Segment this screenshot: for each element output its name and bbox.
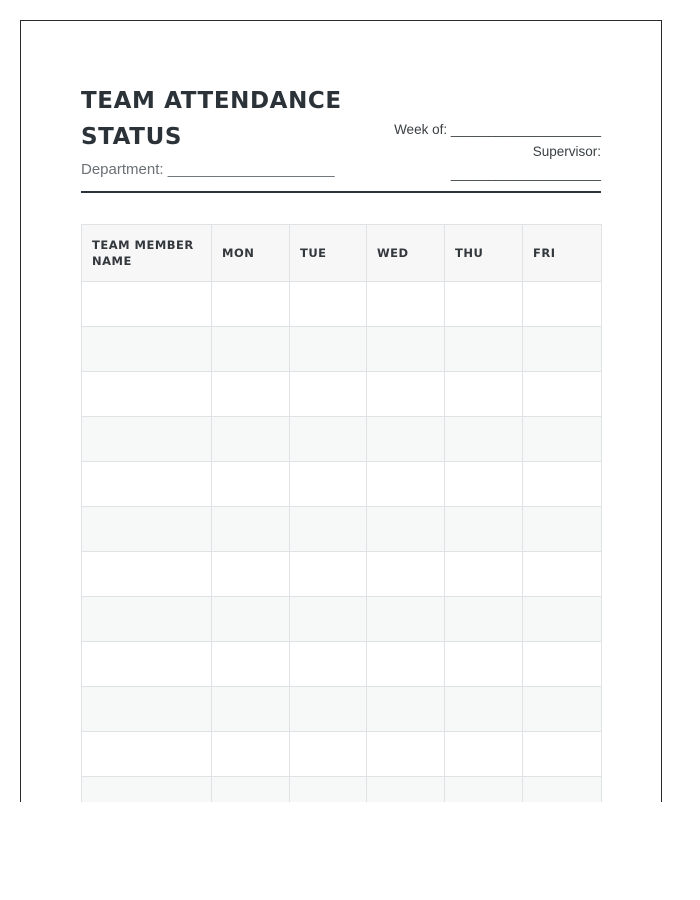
table-row bbox=[82, 597, 602, 642]
attendance-cell[interactable] bbox=[523, 642, 602, 687]
attendance-cell[interactable] bbox=[445, 777, 523, 803]
attendance-cell[interactable] bbox=[212, 507, 290, 552]
attendance-cell[interactable] bbox=[290, 597, 367, 642]
attendance-cell[interactable] bbox=[523, 777, 602, 803]
attendance-cell[interactable] bbox=[212, 327, 290, 372]
supervisor-label: Supervisor: bbox=[532, 144, 601, 159]
table-header-row bbox=[82, 225, 602, 282]
attendance-cell[interactable] bbox=[523, 327, 602, 372]
supervisor-line: ____________________ bbox=[450, 166, 601, 181]
column-header-wed: WED bbox=[367, 225, 445, 282]
attendance-cell[interactable] bbox=[212, 372, 290, 417]
table-row bbox=[82, 552, 602, 597]
table-row bbox=[82, 732, 602, 777]
attendance-cell[interactable] bbox=[367, 462, 445, 507]
attendance-cell[interactable] bbox=[212, 687, 290, 732]
week-of-field: Week of: ____________________ bbox=[394, 122, 601, 137]
member-name-cell[interactable] bbox=[82, 327, 212, 372]
attendance-cell[interactable] bbox=[523, 597, 602, 642]
attendance-cell[interactable] bbox=[367, 417, 445, 462]
column-header-fri: FRI bbox=[523, 225, 602, 282]
attendance-cell[interactable] bbox=[445, 462, 523, 507]
sheet-header bbox=[81, 83, 601, 193]
member-name-cell[interactable] bbox=[82, 732, 212, 777]
attendance-cell[interactable] bbox=[367, 597, 445, 642]
attendance-cell[interactable] bbox=[445, 372, 523, 417]
header-divider bbox=[81, 191, 601, 193]
member-name-cell[interactable] bbox=[82, 642, 212, 687]
attendance-cell[interactable] bbox=[212, 777, 290, 803]
attendance-cell[interactable] bbox=[290, 687, 367, 732]
attendance-cell[interactable] bbox=[445, 732, 523, 777]
attendance-cell[interactable] bbox=[212, 417, 290, 462]
table-row bbox=[82, 417, 602, 462]
attendance-cell[interactable] bbox=[290, 462, 367, 507]
member-name-cell[interactable] bbox=[82, 552, 212, 597]
attendance-cell[interactable] bbox=[523, 462, 602, 507]
member-name-cell[interactable] bbox=[82, 282, 212, 327]
attendance-cell[interactable] bbox=[367, 327, 445, 372]
attendance-cell[interactable] bbox=[523, 417, 602, 462]
attendance-cell[interactable] bbox=[367, 552, 445, 597]
attendance-cell[interactable] bbox=[212, 282, 290, 327]
attendance-cell[interactable] bbox=[523, 282, 602, 327]
table-row bbox=[82, 462, 602, 507]
attendance-cell[interactable] bbox=[290, 777, 367, 803]
attendance-cell[interactable] bbox=[523, 552, 602, 597]
attendance-cell[interactable] bbox=[212, 732, 290, 777]
table-row bbox=[82, 777, 602, 803]
column-header-mon: MON bbox=[212, 225, 290, 282]
attendance-cell[interactable] bbox=[367, 372, 445, 417]
member-name-cell[interactable] bbox=[82, 597, 212, 642]
attendance-table bbox=[81, 224, 602, 802]
attendance-cell[interactable] bbox=[445, 552, 523, 597]
attendance-cell[interactable] bbox=[367, 687, 445, 732]
attendance-cell[interactable] bbox=[290, 417, 367, 462]
column-header-team-member: TEAM MEMBER NAME bbox=[82, 225, 212, 282]
attendance-cell[interactable] bbox=[445, 327, 523, 372]
member-name-cell[interactable] bbox=[82, 462, 212, 507]
attendance-cell[interactable] bbox=[367, 777, 445, 803]
attendance-cell[interactable] bbox=[290, 507, 367, 552]
column-header-thu: THU bbox=[445, 225, 523, 282]
attendance-cell[interactable] bbox=[290, 372, 367, 417]
attendance-cell[interactable] bbox=[212, 597, 290, 642]
attendance-cell[interactable] bbox=[445, 642, 523, 687]
attendance-cell[interactable] bbox=[445, 507, 523, 552]
attendance-cell[interactable] bbox=[212, 642, 290, 687]
attendance-cell[interactable] bbox=[367, 732, 445, 777]
attendance-sheet bbox=[20, 20, 662, 802]
attendance-cell[interactable] bbox=[290, 327, 367, 372]
table-row bbox=[82, 687, 602, 732]
member-name-cell[interactable] bbox=[82, 507, 212, 552]
attendance-cell[interactable] bbox=[367, 507, 445, 552]
attendance-cell[interactable] bbox=[290, 282, 367, 327]
member-name-cell[interactable] bbox=[82, 777, 212, 803]
table-row bbox=[82, 507, 602, 552]
attendance-cell[interactable] bbox=[445, 687, 523, 732]
attendance-cell[interactable] bbox=[445, 282, 523, 327]
member-name-cell[interactable] bbox=[82, 417, 212, 462]
attendance-cell[interactable] bbox=[290, 732, 367, 777]
attendance-cell[interactable] bbox=[290, 642, 367, 687]
attendance-cell[interactable] bbox=[523, 732, 602, 777]
department-field: Department: ____________________ bbox=[81, 161, 335, 178]
attendance-cell[interactable] bbox=[445, 417, 523, 462]
table-row bbox=[82, 282, 602, 327]
table-row bbox=[82, 327, 602, 372]
meta-fields bbox=[394, 119, 601, 185]
table-row bbox=[82, 372, 602, 417]
attendance-cell[interactable] bbox=[523, 372, 602, 417]
attendance-cell[interactable] bbox=[212, 552, 290, 597]
member-name-cell[interactable] bbox=[82, 687, 212, 732]
attendance-cell[interactable] bbox=[445, 597, 523, 642]
table-body bbox=[82, 282, 602, 803]
attendance-cell[interactable] bbox=[212, 462, 290, 507]
column-header-tue: TUE bbox=[290, 225, 367, 282]
member-name-cell[interactable] bbox=[82, 372, 212, 417]
attendance-cell[interactable] bbox=[523, 507, 602, 552]
attendance-cell[interactable] bbox=[290, 552, 367, 597]
attendance-cell[interactable] bbox=[523, 687, 602, 732]
table-row bbox=[82, 642, 602, 687]
attendance-cell[interactable] bbox=[367, 642, 445, 687]
page-title: TEAM ATTENDANCE STATUS bbox=[81, 88, 342, 150]
attendance-cell[interactable] bbox=[367, 282, 445, 327]
